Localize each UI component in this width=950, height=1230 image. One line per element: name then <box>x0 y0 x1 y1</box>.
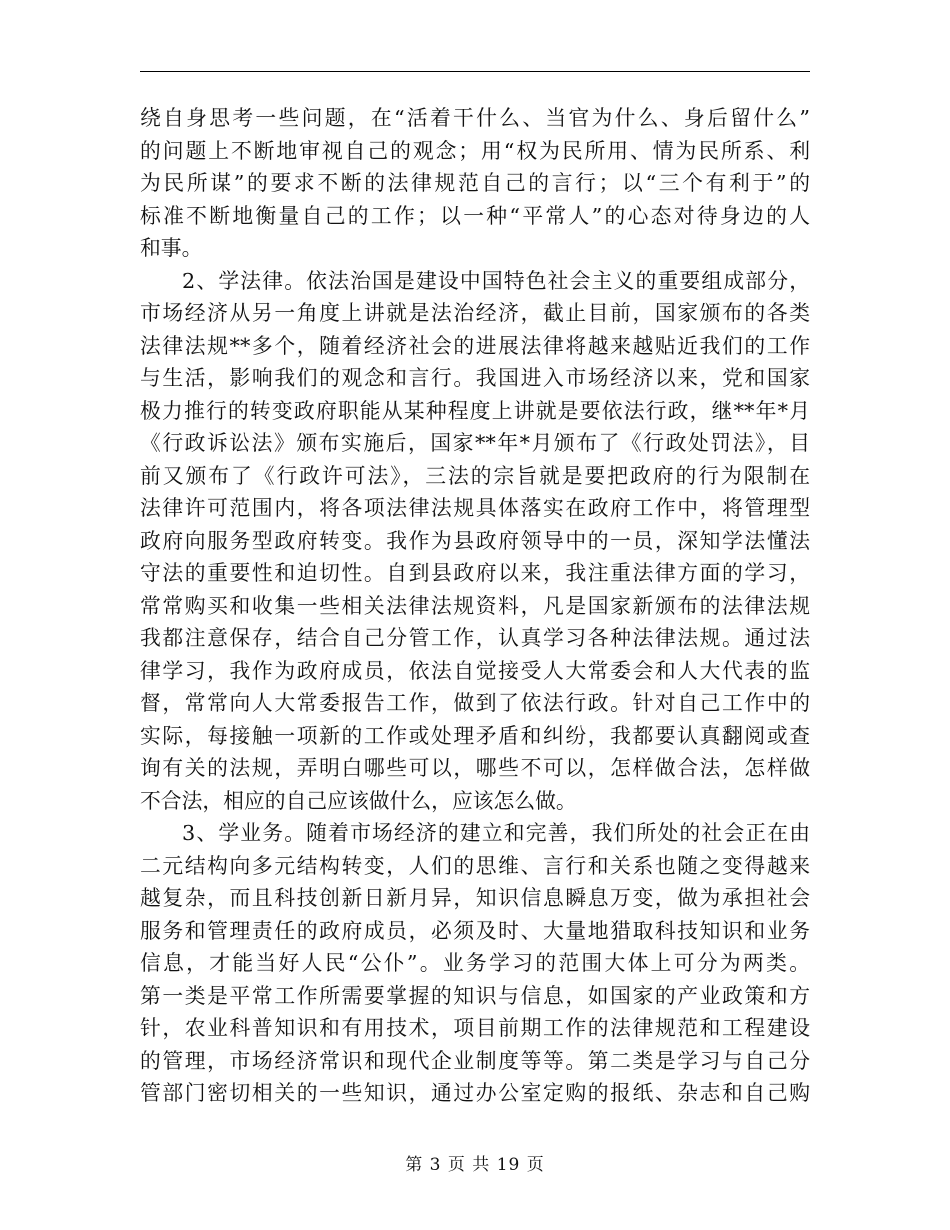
text-line: 和事。 <box>140 236 203 260</box>
text-line: 3、学业务。随着市场经济的建立和完善，我们所处的社会正在由 <box>182 821 810 845</box>
text-line: 的问题上不断地审视自己的观念；用“权为民所用、情为民所系、利 <box>140 138 810 163</box>
text-line: 法律法规**多个，随着经济社会的进展法律将越来越贴近我们的工作 <box>140 333 810 358</box>
paragraph <box>140 102 810 265</box>
text-line: 不合法，相应的自己应该做什么，应该怎么做。 <box>140 788 577 813</box>
paragraph <box>140 817 810 1110</box>
text-line: 标准不断地衡量自己的工作；以一种“平常人”的心态对待身边的人 <box>140 203 810 228</box>
text-line: 越复杂，而且科技创新日新月异，知识信息瞬息万变，做为承担社会 <box>140 886 810 910</box>
text-line: 为民所谋”的要求不断的法律规范自己的言行；以“三个有利于”的 <box>140 171 810 195</box>
text-line: 针，农业科普知识和有用技术，项目前期工作的法律规范和工程建设 <box>140 1016 810 1040</box>
text-line: 询有关的法规，弄明白哪些可以，哪些不可以，怎样做合法，怎样做 <box>140 756 810 780</box>
text-line: 管部门密切相关的一些知识，通过办公室定购的报纸、杂志和自己购 <box>140 1081 810 1105</box>
page-number-footer: 第 3 页 共 19 页 <box>405 1155 545 1175</box>
text-line: 绕自身思考一些问题，在“活着干什么、当官为什么、身后留什么” <box>140 106 810 130</box>
header-rule <box>140 71 810 72</box>
text-line: 与生活，影响我们的观念和言行。我国进入市场经济以来，党和国家 <box>140 366 810 390</box>
text-line: 我都注意保存，结合自己分管工作，认真学习各种法律法规。通过法 <box>140 626 810 650</box>
text-line: 律学习，我作为政府成员，依法自觉接受人大常委会和人大代表的监 <box>140 658 810 683</box>
text-line: 法律许可范围内，将各项法律法规具体落实在政府工作中，将管理型 <box>140 496 810 520</box>
text-line: 2、学法律。依法治国是建设中国特色社会主义的重要组成部分， <box>182 268 810 293</box>
text-line: 前又颁布了《行政许可法》，三法的宗旨就是要把政府的行为限制在 <box>140 463 810 488</box>
text-line: 政府向服务型政府转变。我作为县政府领导中的一员，深知学法懂法 <box>140 528 810 553</box>
text-line: 督，常常向人大常委报告工作，做到了依法行政。针对自己工作中的 <box>140 691 810 715</box>
text-line: 的管理，市场经济常识和现代企业制度等等。第二类是学习与自己分 <box>140 1048 810 1073</box>
text-line: 守法的重要性和迫切性。自到县政府以来，我注重法律方面的学习， <box>140 561 810 585</box>
text-line: 信息，才能当好人民“公仆”。业务学习的范围大体上可分为两类。 <box>140 951 810 975</box>
text-line: 第一类是平常工作所需要掌握的知识与信息，如国家的产业政策和方 <box>140 983 810 1008</box>
document-body <box>140 102 810 1110</box>
text-line: 服务和管理责任的政府成员，必须及时、大量地猎取科技知识和业务 <box>140 918 810 943</box>
text-line: 实际，每接触一项新的工作或处理矛盾和纠纷，我都要认真翻阅或查 <box>140 723 810 748</box>
paragraph <box>140 265 810 818</box>
text-line: 市场经济从另一角度上讲就是法治经济，截止目前，国家颁布的各类 <box>140 301 810 325</box>
text-line: 二元结构向多元结构转变，人们的思维、言行和关系也随之变得越来 <box>140 853 810 878</box>
text-line: 极力推行的转变政府职能从某种程度上讲就是要依法行政，继**年*月 <box>140 398 810 423</box>
text-line: 常常购买和收集一些相关法律法规资料，凡是国家新颁布的法律法规 <box>140 593 810 618</box>
text-line: 《行政诉讼法》颁布实施后，国家**年*月颁布了《行政处罚法》，目 <box>140 431 810 455</box>
